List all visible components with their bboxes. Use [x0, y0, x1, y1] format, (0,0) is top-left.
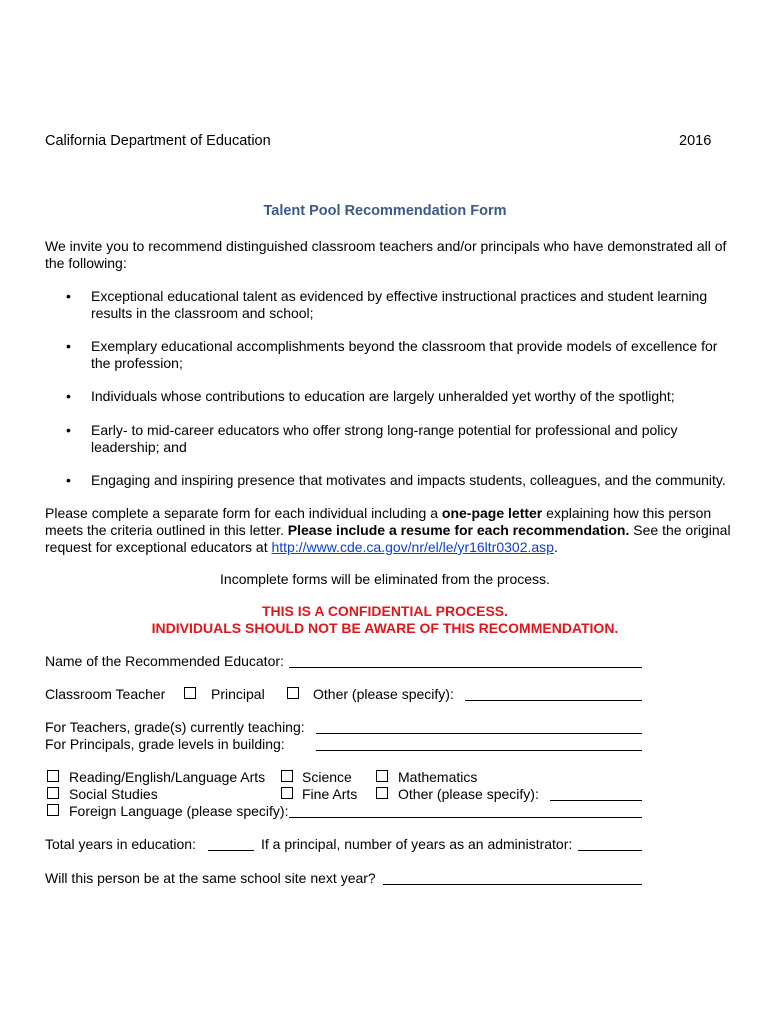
mathematics-checkbox[interactable] — [376, 770, 388, 782]
role-other-input-line[interactable] — [465, 700, 642, 701]
social-studies-label: Social Studies — [69, 786, 158, 802]
name-label: Name of the Recommended Educator: — [45, 653, 284, 669]
form-year: 2016 — [679, 133, 712, 149]
instructions-text: explaining how this person — [542, 505, 712, 521]
name-input-line[interactable] — [289, 667, 642, 668]
teacher-grades-input-line[interactable] — [316, 733, 642, 734]
fine-arts-checkbox[interactable] — [281, 787, 293, 799]
same-school-label: Will this person be at the same school site next year? — [45, 870, 376, 886]
bullet-icon: • — [66, 472, 71, 488]
foreign-language-input-line[interactable] — [289, 817, 642, 818]
role-other-label: Other (please specify): — [313, 686, 454, 702]
principal-label: Principal — [211, 686, 265, 702]
classroom-teacher-label: Classroom Teacher — [45, 686, 166, 702]
foreign-language-label: Foreign Language (please specify): — [69, 803, 289, 819]
instructions-line-1 — [45, 505, 711, 521]
fine-arts-label: Fine Arts — [302, 786, 358, 802]
science-checkbox[interactable] — [281, 770, 293, 782]
form-title: Talent Pool Recommendation Form — [263, 203, 507, 219]
principal-checkbox[interactable] — [287, 687, 299, 699]
subject-other-input-line[interactable] — [550, 800, 642, 801]
same-school-input-line[interactable] — [383, 884, 642, 885]
confidential-notice-2: INDIVIDUALS SHOULD NOT BE AWARE OF THIS RECOMMENDATION. — [151, 620, 619, 636]
criteria-item: Exemplary educational accomplishments beyond the classroom that provide models of excellence for — [91, 338, 718, 354]
total-years-label: Total years in education: — [45, 836, 196, 852]
organization-name: California Department of Education — [45, 133, 271, 149]
criteria-item: Early- to mid-career educators who offer strong long-range potential for professional and policy — [91, 422, 678, 438]
original-request-link[interactable]: http://www.cde.ca.gov/nr/el/le/yr16ltr0302.asp — [271, 539, 554, 555]
instructions-text: request for exceptional educators at — [45, 539, 272, 555]
foreign-language-checkbox[interactable] — [47, 804, 59, 816]
instructions-bold: one-page letter — [441, 505, 543, 521]
criteria-item-cont: the profession; — [91, 355, 183, 371]
subject-other-checkbox[interactable] — [376, 787, 388, 799]
classroom-teacher-checkbox[interactable] — [184, 687, 196, 699]
intro-text: We invite you to recommend distinguished classroom teachers and/or principals who have demonstrated all of the following: — [45, 238, 727, 271]
instructions-text: See the original — [629, 522, 731, 538]
instructions-bold: Please include a resume for each recommendation. — [287, 522, 630, 538]
rela-checkbox[interactable] — [47, 770, 59, 782]
subject-other-label: Other (please specify): — [398, 786, 539, 802]
teacher-grades-label: For Teachers, grade(s) currently teaching: — [45, 719, 305, 735]
rela-label: Reading/English/Language Arts — [69, 769, 266, 785]
admin-years-label: If a principal, number of years as an administrator: — [261, 836, 573, 852]
mathematics-label: Mathematics — [398, 769, 478, 785]
principal-grades-label: For Principals, grade levels in building: — [45, 736, 285, 752]
science-label: Science — [302, 769, 352, 785]
instructions-line-3 — [45, 539, 558, 555]
criteria-item-cont: results in the classroom and school; — [91, 305, 314, 321]
confidential-notice: THIS IS A CONFIDENTIAL PROCESS. — [261, 603, 509, 619]
criteria-item: Engaging and inspiring presence that motivates and impacts students, colleagues, and the community. — [91, 472, 726, 488]
bullet-icon: • — [66, 288, 71, 304]
criteria-item: Individuals whose contributions to education are largely unheralded yet worthy of the spotlight; — [91, 388, 675, 404]
instructions-text: Please complete a separate form for each individual including a — [45, 505, 442, 521]
bullet-icon: • — [66, 338, 71, 354]
criteria-item-cont: leadership; and — [91, 439, 187, 455]
bullet-icon: • — [66, 422, 71, 438]
social-studies-checkbox[interactable] — [47, 787, 59, 799]
instructions-text: meets the criteria outlined in this letter. — [45, 522, 288, 538]
incomplete-note: Incomplete forms will be eliminated from the process. — [220, 571, 550, 587]
admin-years-input-line[interactable] — [578, 850, 642, 851]
principal-grades-input-line[interactable] — [316, 750, 642, 751]
criteria-item: Exceptional educational talent as evidenced by effective instructional practices and student learning — [91, 288, 708, 304]
total-years-input-line[interactable] — [208, 850, 254, 851]
instructions-line-2 — [45, 522, 731, 538]
bullet-icon: • — [66, 388, 71, 404]
instructions-text: . — [553, 539, 558, 555]
